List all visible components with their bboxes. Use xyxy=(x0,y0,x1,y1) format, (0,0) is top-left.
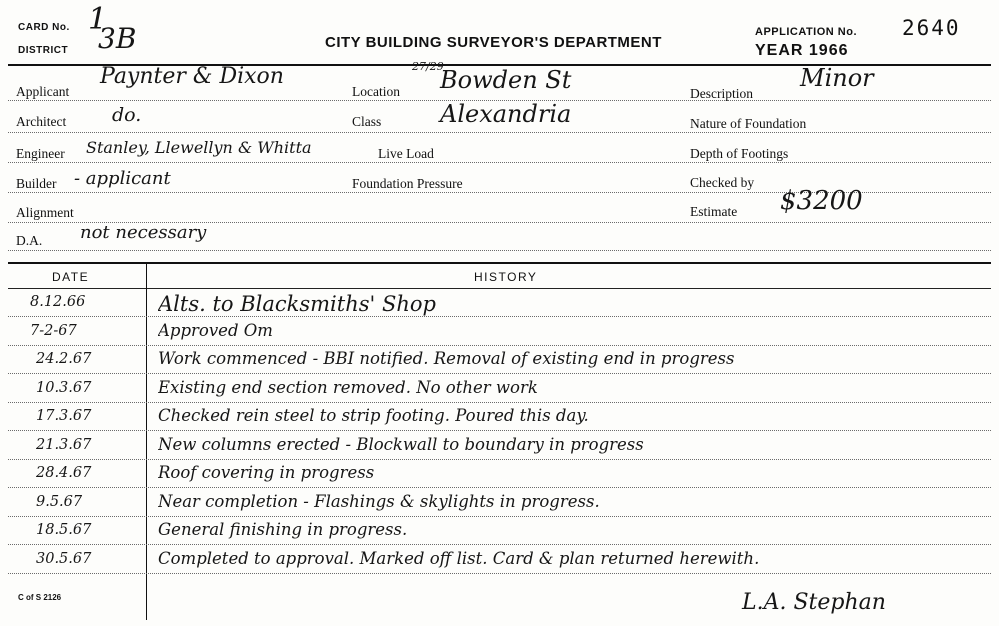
location-value: Bowden St xyxy=(440,66,572,94)
history-entry: Alts. to Blacksmiths' Shop xyxy=(158,292,436,316)
date-column-header: DATE xyxy=(52,270,90,284)
history-entry: Roof covering in progress xyxy=(158,463,375,482)
nature-of-foundation-label: Nature of Foundation xyxy=(690,116,807,131)
history-row-rule xyxy=(8,373,991,374)
checked-by-label: Checked by xyxy=(690,175,755,190)
history-date: 28.4.67 xyxy=(36,465,92,481)
architect-label: Architect xyxy=(16,114,67,129)
form-code: C of S 2126 xyxy=(18,593,62,602)
application-no-value: 2640 xyxy=(902,16,961,40)
history-column-header: HISTORY xyxy=(474,270,538,284)
location-label: Location xyxy=(352,84,400,99)
history-entry: Near completion - Flashings & skylights in progress. xyxy=(158,491,600,511)
architect-value: do. xyxy=(112,104,142,126)
builder-label: Builder xyxy=(16,176,57,191)
location-number: 27/29 xyxy=(412,60,444,73)
da-label: D.A. xyxy=(16,233,43,248)
district-value: 3B xyxy=(98,22,137,55)
field-rule xyxy=(8,132,991,133)
inspector-signature: L.A. Stephan xyxy=(742,590,886,615)
history-row-rule xyxy=(8,316,991,317)
card-no-label: CARD No. xyxy=(18,22,70,33)
estimate-value: $3200 xyxy=(780,186,863,216)
card-no-value: 1 xyxy=(88,2,108,37)
foundation-pressure-label: Foundation Pressure xyxy=(352,176,463,191)
engineer-value: Stanley, Llewellyn & Whitta xyxy=(86,138,312,157)
history-date: 17.3.67 xyxy=(36,408,92,424)
description-label: Description xyxy=(690,86,753,101)
history-date: 10.3.67 xyxy=(36,379,92,396)
depth-of-footings-label: Depth of Footings xyxy=(690,146,789,161)
history-row-rule xyxy=(8,573,991,574)
history-top-rule xyxy=(8,262,991,264)
engineer-label: Engineer xyxy=(16,146,65,161)
applicant-label: Applicant xyxy=(16,84,70,99)
field-rule xyxy=(8,250,991,251)
alignment-label: Alignment xyxy=(16,205,74,220)
history-entry: Work commenced - BBI notified. Removal of existing end in progress xyxy=(158,349,735,368)
history-row-rule xyxy=(8,487,991,488)
history-entry: Checked rein steel to strip footing. Poured this day. xyxy=(158,406,589,425)
history-row-rule xyxy=(8,459,991,460)
history-entry: Completed to approval. Marked off list. Card & plan returned herewith. xyxy=(158,548,760,568)
history-date: 8.12.66 xyxy=(30,294,86,310)
application-no-label: APPLICATION No. xyxy=(755,26,858,38)
history-row-rule xyxy=(8,402,991,403)
history-date: 7-2-67 xyxy=(30,322,77,339)
history-entry: Existing end section removed. No other work xyxy=(158,377,538,397)
live-load-label: Live Load xyxy=(378,146,434,161)
history-entry: New columns erected - Blockwall to boundary in progress xyxy=(158,434,644,454)
history-row-rule xyxy=(8,516,991,517)
history-row-rule xyxy=(8,345,991,346)
history-date: 24.2.67 xyxy=(36,351,92,367)
history-row-rule xyxy=(8,430,991,431)
history-date: 21.3.67 xyxy=(36,436,92,453)
estimate-label: Estimate xyxy=(690,204,738,219)
description-value: Minor xyxy=(800,64,874,92)
history-header-rule xyxy=(8,288,991,289)
column-divider xyxy=(146,264,147,620)
applicant-value: Paynter & Dixon xyxy=(100,64,284,89)
da-value: not necessary xyxy=(80,222,207,243)
district-label: DISTRICT xyxy=(18,45,69,56)
department-title: CITY BUILDING SURVEYOR'S DEPARTMENT xyxy=(325,34,662,51)
history-entry: General finishing in progress. xyxy=(158,520,408,539)
builder-value: - applicant xyxy=(74,168,171,189)
field-rule xyxy=(8,162,991,163)
year-label: YEAR 1966 xyxy=(755,42,849,59)
class-label: Class xyxy=(352,114,382,129)
history-date: 18.5.67 xyxy=(36,522,92,538)
class-value: Alexandria xyxy=(440,100,572,128)
history-entry: Approved Om xyxy=(158,320,273,340)
history-row-rule xyxy=(8,544,991,545)
history-date: 30.5.67 xyxy=(36,550,92,567)
history-date: 9.5.67 xyxy=(36,493,83,510)
